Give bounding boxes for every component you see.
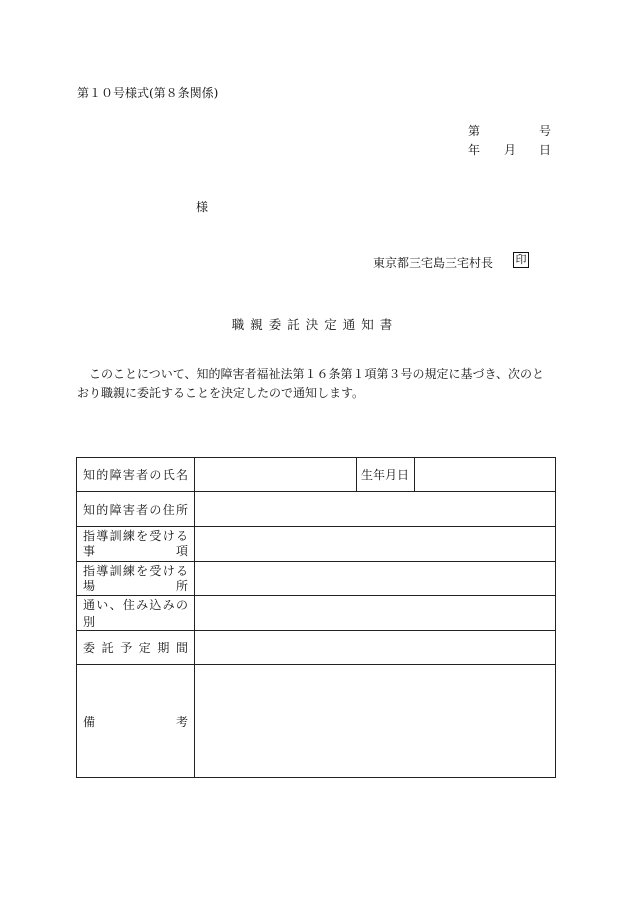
- body-paragraph: このことについて、知的障害者福祉法第１６条第１項第３号の規定に基づき、次のとおり職親に委託することを決定したので通知します。: [77, 367, 545, 400]
- name-value[interactable]: [195, 458, 357, 492]
- date-month-label: 月: [504, 143, 517, 157]
- birth-value[interactable]: [415, 458, 556, 492]
- document-number-suffix: 号: [539, 124, 552, 138]
- information-table: [76, 457, 556, 778]
- table-row-training-matter: [77, 527, 556, 562]
- remarks-label: 備 考: [77, 665, 195, 778]
- remarks-value[interactable]: [195, 665, 556, 778]
- recipient-honorific: 様: [196, 200, 209, 214]
- table-row-remarks: [77, 665, 556, 778]
- address-label: 知的障害者の住所: [77, 492, 195, 527]
- training-matter-label: 指導訓練を受ける 事 項: [77, 527, 195, 562]
- period-value[interactable]: [195, 631, 556, 665]
- address-value[interactable]: [195, 492, 556, 527]
- name-label: 知的障害者の氏名: [77, 458, 195, 492]
- issuer-name: 東京都三宅島三宅村長: [373, 256, 494, 270]
- seal-icon: 印: [513, 252, 529, 268]
- form-number: 第１０号様式(第８条関係): [77, 86, 219, 100]
- commute-value[interactable]: [195, 596, 556, 631]
- document-number-prefix: 第: [468, 124, 481, 138]
- date-year-label: 年: [468, 143, 481, 157]
- table-row-name: [77, 458, 556, 492]
- commute-label: 通い、住み込みの別: [77, 596, 195, 631]
- document-title: 職親委託決定通知書: [231, 317, 399, 332]
- date-day-label: 日: [539, 143, 552, 157]
- table-row-commute: [77, 596, 556, 631]
- training-place-value[interactable]: [195, 562, 556, 596]
- training-matter-value[interactable]: [195, 527, 556, 562]
- table-row-training-place: [77, 562, 556, 596]
- table-row-period: [77, 631, 556, 665]
- table-row-address: [77, 492, 556, 527]
- training-place-label: 指導訓練を受ける 場 所: [77, 562, 195, 596]
- birth-label: 生年月日: [357, 458, 415, 492]
- period-label: 委託予定期間: [77, 631, 195, 665]
